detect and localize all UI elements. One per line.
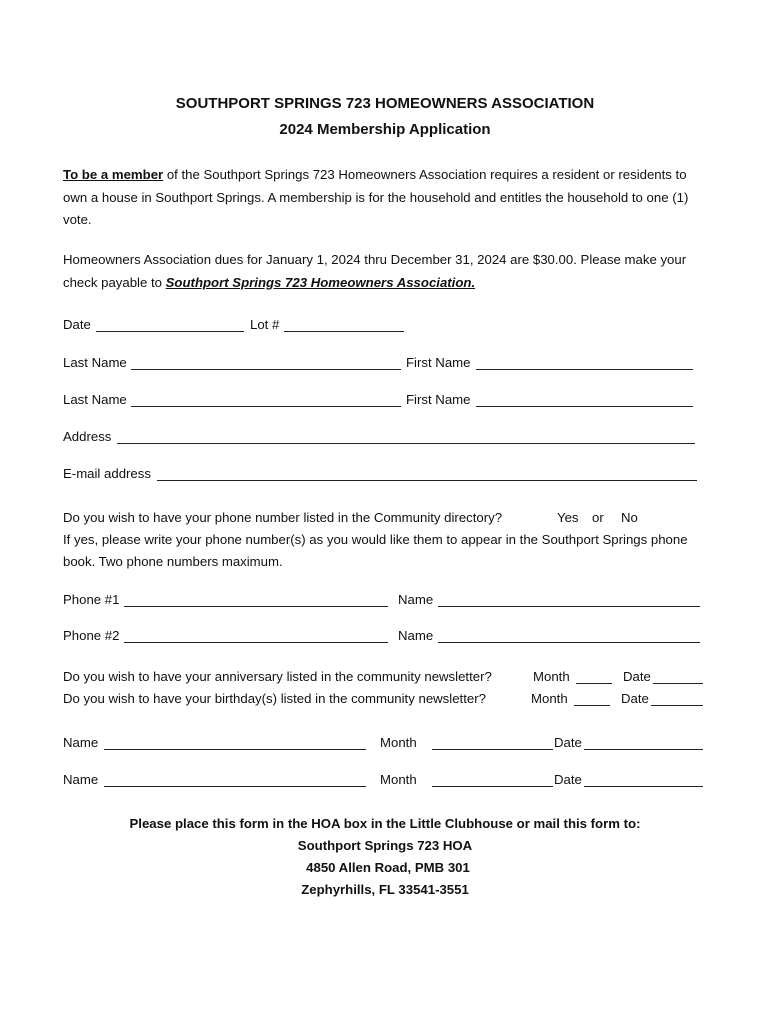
date-label: Date (63, 317, 91, 332)
mail-instruction: Please place this form in the HOA box in the Little Clubhouse or mail this form to: (129, 816, 641, 831)
birthday-date-label: Date (621, 691, 649, 706)
directory-instructions: If yes, please write your phone number(s) as you would like them to appear in the Southport Springs phone book. Two phone numbers maximum. (63, 532, 688, 569)
newsletter-month-field-1[interactable] (432, 735, 553, 750)
email-label: E-mail address (63, 466, 151, 481)
email-field[interactable] (157, 466, 697, 481)
phone1-field[interactable] (124, 592, 388, 607)
birthday-question: Do you wish to have your birthday(s) listed in the community newsletter? (63, 691, 486, 706)
last-name-field-2[interactable] (131, 392, 401, 407)
address-field[interactable] (117, 429, 695, 444)
membership-lead: To be a member (63, 167, 164, 182)
anniversary-question: Do you wish to have your anniversary listed in the community newsletter? (63, 669, 492, 684)
newsletter-name-label-1: Name (63, 735, 99, 750)
newsletter-name-field-2[interactable] (104, 772, 366, 787)
last-name-label-1: Last Name (63, 355, 127, 370)
phone2-name-field[interactable] (438, 628, 700, 643)
lot-field[interactable] (284, 317, 404, 332)
membership-text: of the Southport Springs 723 Homeowners Association requires a resident or residents to own a house in Southport Springs. A membership is for the household and entitles the household to one (1) vote. (63, 167, 689, 227)
birthday-month-field[interactable] (574, 691, 610, 706)
phone1-name-field[interactable] (438, 592, 700, 607)
mail-city: Zephyrhills, FL 33541-3551 (301, 882, 469, 897)
directory-or: or (592, 510, 604, 525)
birthday-date-field[interactable] (651, 691, 703, 706)
last-name-label-2: Last Name (63, 392, 127, 407)
phone1-name-label: Name (398, 592, 434, 607)
newsletter-date-field-1[interactable] (584, 735, 703, 750)
newsletter-month-label-1: Month (380, 735, 417, 750)
mail-street: 4850 Allen Road, PMB 301 (306, 860, 470, 875)
phone1-label: Phone #1 (63, 592, 120, 607)
anniversary-date-field[interactable] (653, 669, 703, 684)
payee-name: Southport Springs 723 Homeowners Association. (165, 274, 476, 290)
last-name-field-1[interactable] (131, 355, 401, 370)
phone2-field[interactable] (124, 628, 388, 643)
phone2-label: Phone #2 (63, 628, 120, 643)
birthday-month-label: Month (531, 691, 568, 706)
address-label: Address (63, 429, 112, 444)
form-title: 2024 Membership Application (279, 121, 491, 138)
newsletter-name-field-1[interactable] (104, 735, 366, 750)
first-name-field-2[interactable] (476, 392, 693, 407)
dues-text: Homeowners Association dues for January 1, 2024 thru December 31, 2024 are $30.00. Please make your check payable to (63, 252, 687, 290)
directory-no[interactable]: No (621, 510, 638, 525)
first-name-label-1: First Name (406, 355, 471, 370)
first-name-field-1[interactable] (476, 355, 693, 370)
mail-addressee: Southport Springs 723 HOA (297, 838, 473, 853)
lot-label: Lot # (250, 317, 280, 332)
directory-question: Do you wish to have your phone number listed in the Community directory? (63, 510, 503, 525)
newsletter-date-label-2: Date (554, 772, 582, 787)
anniversary-month-field[interactable] (576, 669, 612, 684)
newsletter-month-label-2: Month (380, 772, 417, 787)
org-name: SOUTHPORT SPRINGS 723 HOMEOWNERS ASSOCIATION (175, 95, 595, 112)
newsletter-date-label-1: Date (554, 735, 582, 750)
newsletter-month-field-2[interactable] (432, 772, 553, 787)
newsletter-date-field-2[interactable] (584, 772, 703, 787)
directory-yes[interactable]: Yes (557, 510, 579, 525)
anniversary-date-label: Date (623, 669, 651, 684)
newsletter-name-label-2: Name (63, 772, 99, 787)
phone2-name-label: Name (398, 628, 434, 643)
first-name-label-2: First Name (406, 392, 471, 407)
date-field[interactable] (96, 317, 244, 332)
dues-paragraph (63, 249, 713, 294)
anniversary-month-label: Month (533, 669, 570, 684)
membership-paragraph (63, 164, 713, 232)
